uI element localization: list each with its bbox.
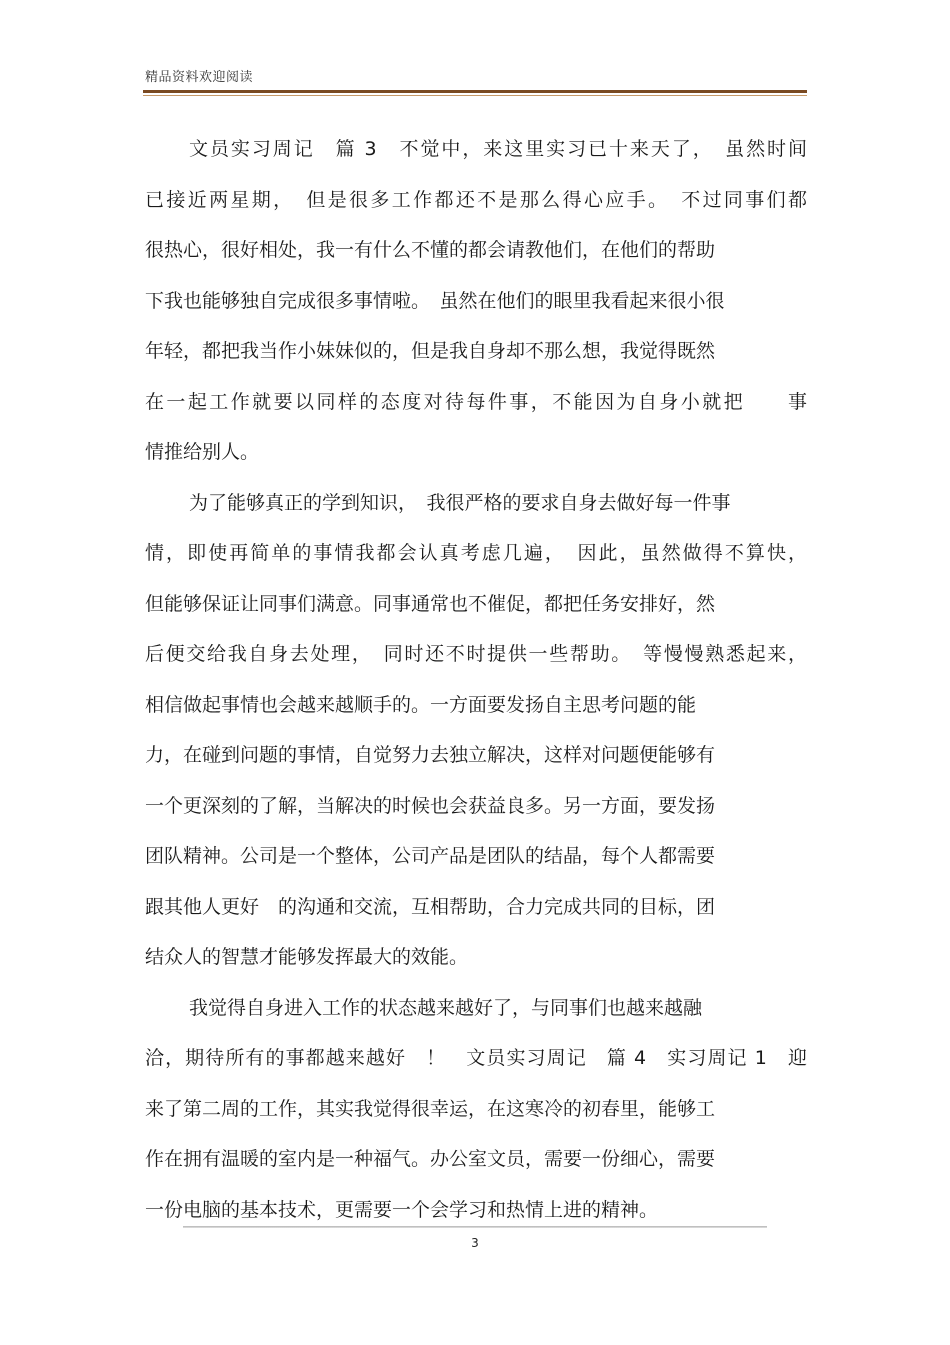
page-number: 3 [471, 1236, 479, 1250]
text-line: 后便交给我自身去处理， 同时还不时提供一些帮助。 等慢慢熟悉起来， [145, 643, 807, 665]
text-line: 相信做起事情也会越来越顺手的。一方面要发扬自主思考问题的能 [145, 693, 697, 716]
text-line: 我觉得自身进入工作的状态越来越好了，与同事们也越来越融 [189, 996, 703, 1019]
text-line: 情推给别人。 [145, 441, 260, 463]
text-line: 一份电脑的基本技术，更需要一个会学习和热情上进的精神。 [145, 1198, 659, 1221]
text-line: 情，即使再简单的事情我都会认真考虑几遍， 因此，虽然做得不算快， [145, 542, 807, 564]
text-line: 一个更深刻的了解，当解决的时候也会获益良多。另一方面，要发扬 [145, 794, 716, 817]
header-divider-thick [143, 90, 807, 93]
text-line: 为了能够真正的学到知识， 我很严格的要求自身去做好每一件事 [189, 491, 731, 514]
text-line: 团队精神。公司是一个整体，公司产品是团队的结晶，每个人都需要 [145, 845, 716, 867]
footer-divider [183, 1226, 767, 1228]
text-line: 已接近两星期， 但是很多工作都还不是那么得心应手。 不过同事们都 [145, 188, 807, 211]
text-line: 年轻，都把我当作小妹妹似的，但是我自身却不那么想，我觉得既然 [145, 340, 716, 362]
text-line: 结众人的智慧才能够发挥最大的效能。 [145, 946, 469, 968]
document-body [145, 124, 807, 1235]
text-line: 跟其他人更好 的沟通和交流，互相帮助，合力完成共同的目标，团 [145, 895, 716, 918]
text-line: 作在拥有温暖的室内是一种福气。办公室文员，需要一份细心，需要 [145, 1148, 716, 1170]
header-divider-thin [143, 95, 807, 96]
text-line: 但能够保证让同事们满意。同事通常也不催促，都把任务安排好，然 [145, 592, 716, 615]
text-line: 文员实习周记 篇 3 不觉中，来这里实习已十来天了， 虽然时间 [189, 138, 807, 160]
header-title: 精品资料欢迎阅读 [145, 70, 254, 85]
text-line: 力，在碰到问题的事情，自觉努力去独立解决，这样对问题便能够有 [145, 744, 716, 766]
text-line: 下我也能够独自完成很多事情啦。 虽然在他们的眼里我看起来很小很 [145, 289, 725, 312]
text-line: 洽，期待所有的事都越来越好 ！ 文员实习周记 篇 4 实习周记 1 迎 [145, 1047, 807, 1069]
text-line: 很热心，很好相处，我一有什么不懂的都会请教他们，在他们的帮助 [145, 239, 716, 261]
text-line: 在一起工作就要以同样的态度对待每件事，不能因为自身小就把 事 [145, 390, 807, 413]
text-line: 来了第二周的工作，其实我觉得很幸运，在这寒冷的初春里，能够工 [145, 1097, 716, 1120]
